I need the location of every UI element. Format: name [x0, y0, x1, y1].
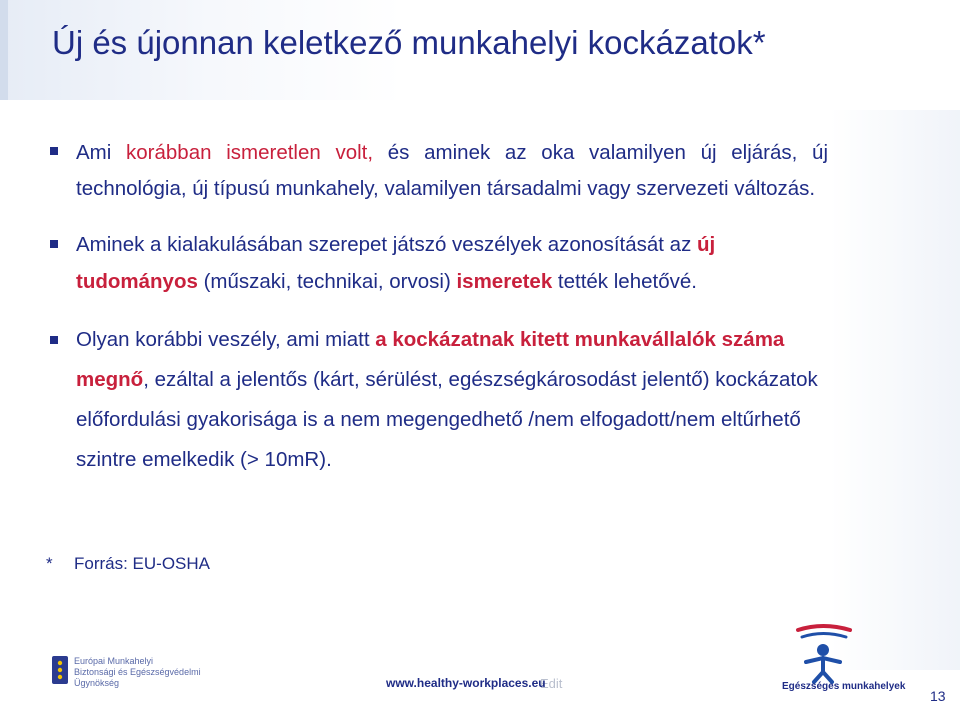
campaign-label: Egészséges munkahelyek [782, 681, 906, 692]
agency-logo [50, 652, 201, 692]
highlighted-text: korábban ismeretlen volt, [126, 141, 374, 164]
highlighted-text: ismeretek [456, 270, 553, 293]
bullet-text: tették lehetővé. [552, 270, 697, 293]
source-text: Forrás: EU-OSHA [74, 554, 211, 573]
bullet-item [46, 226, 828, 300]
bullet-text: Aminek a kialakulásában szerepet játszó veszélyek azonosítását az [76, 233, 698, 256]
source-note [46, 554, 210, 574]
agency-name-line: Ügynökség [74, 678, 120, 688]
edit-overlay-text: Edit [540, 676, 563, 691]
square-bullet-icon [50, 240, 58, 248]
bullet-text: (műszaki, technikai, orvosi) [197, 270, 457, 293]
footer-url-link[interactable]: www.healthy-workplaces.eu [386, 676, 546, 690]
agency-name-line: Európai Munkahelyi [74, 656, 154, 666]
bullet-text: és aminek az oka valamilyen új eljárás, új technológia, új típusú munkahely, valamilyen társadalmi vagy szervezeti változás. [76, 141, 829, 200]
highlighted-text: új tudományos [76, 233, 716, 293]
bullet-item [46, 320, 828, 480]
bullet-text: Olyan korábbi veszély, ami miatt [76, 328, 376, 351]
highlighted-text: a kockázatnak kitett munkavállalók száma megnő [76, 328, 785, 391]
slide-title: Új és újonnan keletkező munkahelyi kockázatok* [52, 24, 766, 61]
agency-name-line: Biztonsági és Egészségvédelmi [74, 667, 201, 677]
square-bullet-icon [50, 147, 58, 155]
square-bullet-icon [50, 336, 58, 344]
bullet-text: , ezáltal a jelentős (kárt, sérülést, egészségkárosodást jelentő) kockázatok előfordulási gyakorisága is a nem megengedhető /nem elfogadott/nem eltűrhető szintre emelkedik (> 10mR). [76, 368, 818, 471]
footnote-asterisk: * [46, 554, 53, 573]
bullet-item [46, 135, 828, 207]
eu-agency-emblem-icon [50, 654, 70, 686]
page-number: 13 [930, 688, 946, 704]
bullet-list [46, 135, 828, 480]
decorative-fade [830, 110, 960, 670]
agency-name [74, 656, 201, 689]
bullet-text: Ami [76, 141, 127, 164]
